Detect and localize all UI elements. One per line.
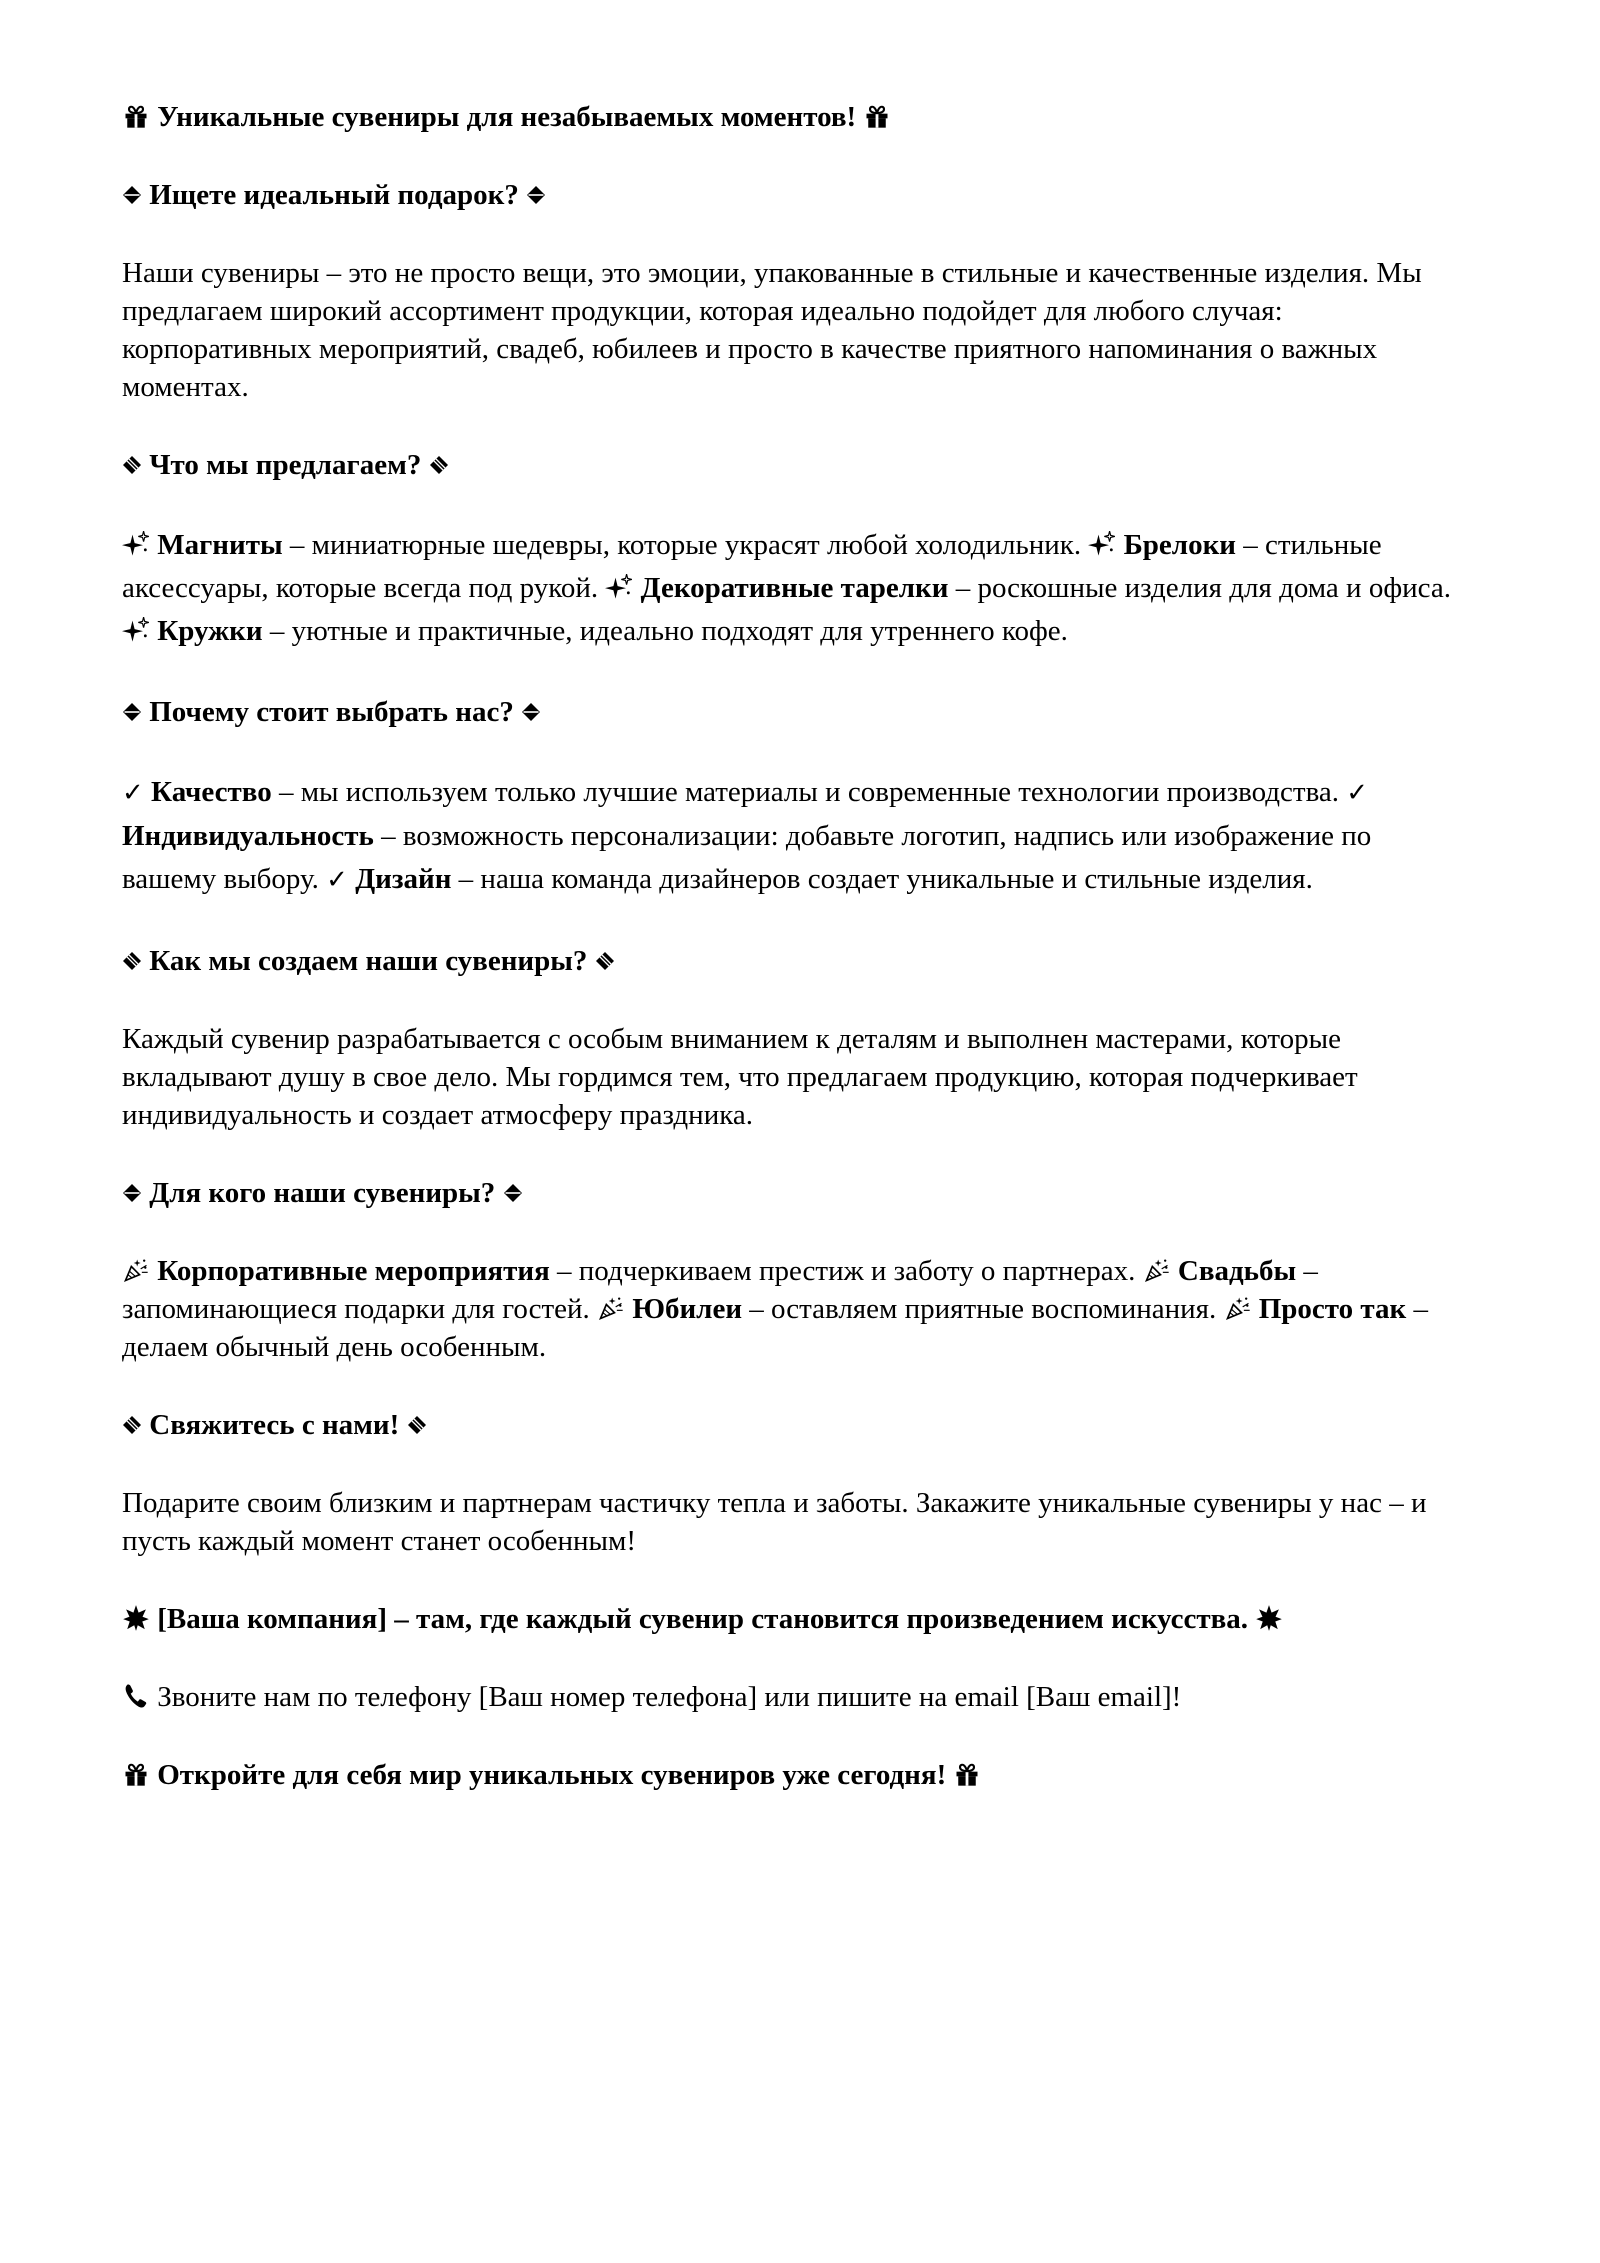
heading-text: Свяжитесь с нами! [149, 1409, 400, 1441]
check-icon: ✓ [122, 778, 144, 808]
check-icon: ✓ [326, 865, 348, 895]
diamond-striped-icon [122, 455, 142, 475]
diamond-icon [526, 185, 546, 205]
section-heading [122, 693, 1462, 731]
audience-desc: – делаем обычный день особенным. [122, 1293, 1428, 1363]
section-heading [122, 1406, 1462, 1444]
tagline-text: [Ваша компания] – там, где каждый сувенир становится произведением искусства. [157, 1603, 1249, 1635]
diamond-icon [521, 702, 541, 722]
confetti-icon [597, 1294, 625, 1322]
section-heading [122, 942, 1462, 980]
benefit-name: Индивидуальность [122, 820, 374, 852]
diamond-icon [503, 1183, 523, 1203]
document-title [122, 98, 1462, 136]
benefit-name: Дизайн [355, 863, 452, 895]
audience-name: Просто так [1258, 1293, 1407, 1325]
offers-paragraph [122, 524, 1462, 653]
audience-name: Корпоративные мероприятия [157, 1255, 550, 1287]
diamond-striped-icon [122, 1415, 142, 1435]
heading-text: Для кого наши сувениры? [149, 1177, 496, 1209]
diamond-icon [122, 1183, 142, 1203]
diamond-striped-icon [595, 951, 615, 971]
benefits-paragraph [122, 771, 1462, 902]
closing-line [122, 1756, 1462, 1794]
benefit-name: Качество [151, 776, 272, 808]
offer-name: Кружки [157, 615, 263, 647]
gift-icon [863, 102, 891, 130]
offer-desc: – миниатюрные шедевры, которые украсят любой холодильник. [282, 529, 1082, 561]
offer-desc: – уютные и практичные, идеально подходят для утреннего кофе. [262, 615, 1068, 647]
heading-text: Почему стоит выбрать нас? [149, 696, 514, 728]
tagline [122, 1600, 1462, 1638]
confetti-icon [122, 1256, 150, 1284]
process-paragraph: Каждый сувенир разрабатывается с особым вниманием к деталям и выполнен мастерами, которые вкладывают душу в свое дело. Мы гордимся тем, что предлагаем продукцию, которая подчеркивает индивидуальность и создает атмосферу праздника. [122, 1023, 1358, 1131]
sparkles-icon [122, 616, 150, 644]
contact-text: Звоните нам по телефону [Ваш номер телефона] или пишите на email [Ваш email]! [157, 1681, 1182, 1713]
contact-paragraph: Подарите своим близким и партнерам частичку тепла и заботы. Закажите уникальные сувениры у нас – и пусть каждый момент станет особенным! [122, 1487, 1427, 1557]
heading-text: Что мы предлагаем? [149, 449, 422, 481]
closing-text: Откройте для себя мир уникальных сувениров уже сегодня! [157, 1759, 947, 1791]
diamond-striped-icon [407, 1415, 427, 1435]
sparkles-icon [1088, 530, 1116, 558]
confetti-icon [1143, 1256, 1171, 1284]
contact-line [122, 1678, 1462, 1716]
diamond-striped-icon [429, 455, 449, 475]
audience-desc: – запоминающиеся подарки для гостей. [122, 1255, 1318, 1325]
offer-desc: – стильные аксессуары, которые всегда под рукой. [122, 529, 1382, 604]
section-heading [122, 176, 1462, 214]
offer-name: Магниты [157, 529, 283, 561]
phone-icon [122, 1682, 150, 1710]
confetti-icon [1224, 1294, 1252, 1322]
star-icon [1255, 1604, 1283, 1632]
sparkles-icon [122, 530, 150, 558]
title-text: Уникальные сувениры для незабываемых моментов! [157, 101, 857, 133]
audience-name: Юбилеи [632, 1293, 743, 1325]
benefit-desc: – возможность персонализации: добавьте логотип, надпись или изображение по вашему выбору. [122, 820, 1372, 895]
gift-icon [953, 1760, 981, 1788]
audience-name: Свадьбы [1177, 1255, 1297, 1287]
gift-icon [122, 102, 150, 130]
diamond-icon [122, 185, 142, 205]
offer-name: Декоративные тарелки [640, 572, 949, 604]
audience-desc: – подчеркиваем престиж и заботу о партнерах. [549, 1255, 1136, 1287]
intro-paragraph: Наши сувениры – это не просто вещи, это эмоции, упакованные в стильные и качественные изделия. Мы предлагаем широкий ассортимент продукции, которая идеально подойдет для любого случая: корпоративных мероприятий, свадеб, юбилеев и просто в качестве приятного напоминания о важных моментах. [122, 257, 1422, 403]
document-content [122, 98, 1462, 1834]
heading-text: Как мы создаем наши сувениры? [149, 945, 588, 977]
diamond-icon [122, 702, 142, 722]
diamond-striped-icon [122, 951, 142, 971]
offer-name: Брелоки [1123, 529, 1236, 561]
sparkles-icon [605, 573, 633, 601]
section-heading [122, 446, 1462, 484]
audience-desc: – оставляем приятные воспоминания. [742, 1293, 1217, 1325]
heading-text: Ищете идеальный подарок? [149, 179, 519, 211]
audience-paragraph [122, 1252, 1462, 1366]
star-icon [122, 1604, 150, 1632]
benefit-desc: – мы используем только лучшие материалы и современные технологии производства. [271, 776, 1340, 808]
gift-icon [122, 1760, 150, 1788]
check-icon: ✓ [1346, 778, 1369, 808]
offer-desc: – роскошные изделия для дома и офиса. [948, 572, 1451, 604]
benefit-desc: – наша команда дизайнеров создает уникальные и стильные изделия. [451, 863, 1313, 895]
section-heading [122, 1174, 1462, 1212]
